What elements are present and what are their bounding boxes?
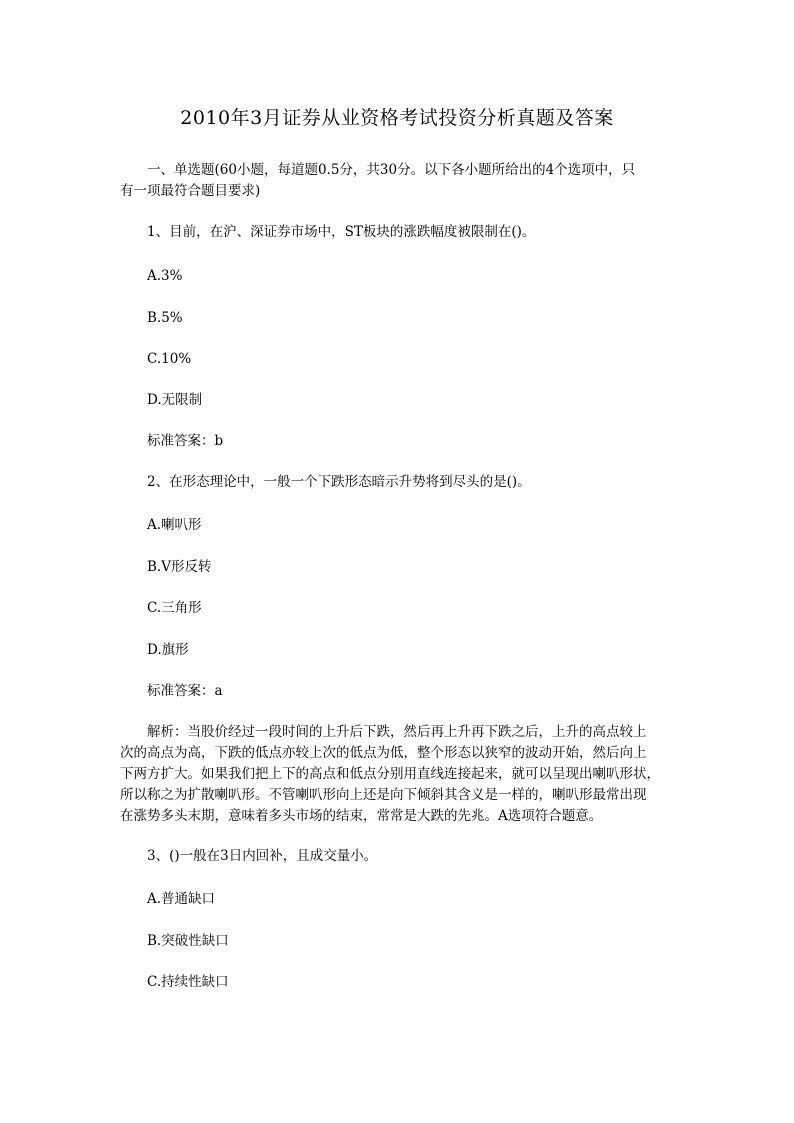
option-text: A.3% <box>147 268 183 284</box>
answer-text: 标准答案：a <box>147 683 223 699</box>
option-text: C.持续性缺口 <box>147 974 229 990</box>
option-text: B.5% <box>147 310 183 326</box>
analysis-line: 下两方扩大。如果我们把上下的高点和低点分别用直线连接起来，就可以呈现出喇叭形状， <box>120 766 660 782</box>
analysis-paragraph <box>120 722 680 827</box>
question-stem: 1、目前，在沪、深证券市场中，ST板块的涨跌幅度被限制在()。 <box>147 224 536 240</box>
analysis-line: 解析：当股价经过一段时间的上升后下跌，然后再上升再下跌之后，上升的高点较上 <box>147 724 647 740</box>
analysis-line: 在涨势多头末期，意味着多头市场的结束，常常是大跌的先兆。A选项符合题意。 <box>120 808 603 824</box>
answer-text: 标准答案：b <box>147 433 224 449</box>
section-header <box>120 160 680 202</box>
question-stem: 3、()一般在3日内回补，且成交量小。 <box>147 848 378 864</box>
document-title: 2010年3月证券从业资格考试投资分析真题及答案 <box>180 107 614 129</box>
option-text: A.喇叭形 <box>147 517 202 533</box>
section-header-line: 一、单选题(60小题，每道题0.5分，共30分。以下各小题所给出的4个选项中，只 <box>147 162 636 178</box>
option-text: B.突破性缺口 <box>147 933 229 949</box>
analysis-line: 次的高点为高，下跌的低点亦较上次的低点为低，整个形态以狭窄的波动开始，然后向上 <box>120 745 647 761</box>
option-text: C.三角形 <box>147 600 202 616</box>
option-text: D.旗形 <box>147 642 189 658</box>
option-text: D.无限制 <box>147 392 203 408</box>
section-header-line: 有一项最符合题目要求) <box>120 183 261 199</box>
option-text: B.V形反转 <box>147 559 212 575</box>
option-text: A.普通缺口 <box>147 891 216 907</box>
analysis-line: 所以称之为扩散喇叭形。不管喇叭形向上还是向下倾斜其含义是一样的，喇叭形最常出现 <box>120 787 647 803</box>
option-text: C.10% <box>147 351 192 367</box>
question-stem: 2、在形态理论中，一般一个下跌形态暗示升势将到尽头的是()。 <box>147 474 531 490</box>
